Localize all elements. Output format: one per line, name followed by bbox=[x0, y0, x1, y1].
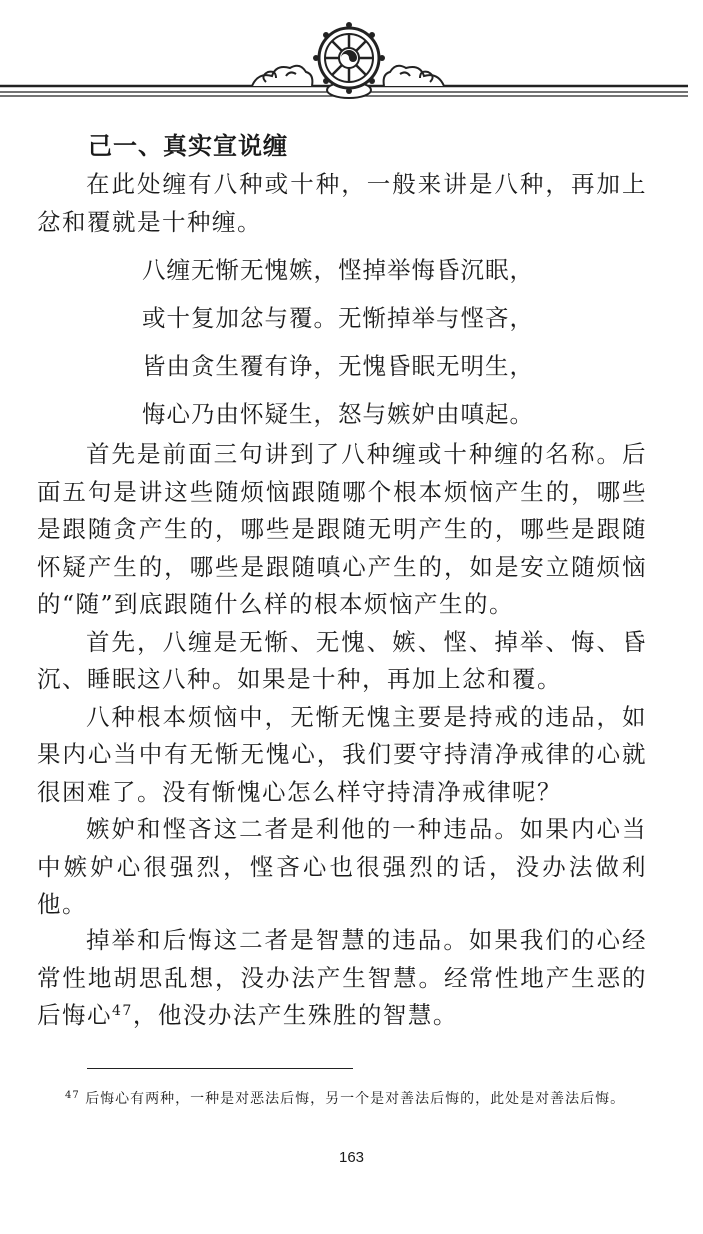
body-paragraphs bbox=[37, 436, 647, 924]
last-paragraph bbox=[37, 922, 647, 1035]
last-paragraph-block bbox=[37, 922, 647, 1035]
cloud-scroll-icon bbox=[252, 66, 312, 86]
verse-line: 或十复加忿与覆。无惭掉举与悭吝， bbox=[142, 304, 534, 332]
intro-paragraph: 在此处缠有八种或十种，一般来讲是八种，再加上忿和覆就是十种缠。 bbox=[37, 170, 647, 236]
verse-line: 八缠无惭无愧嫉，悭掉举悔昏沉眠， bbox=[142, 256, 534, 284]
verse-block bbox=[142, 246, 534, 438]
paragraph: 首先是前面三句讲到了八种缠或十种缠的名称。后面五句是讲这些随烦恼跟随哪个根本烦恼产生的，哪些是跟随贪产生的，哪些是跟随无明产生的，哪些是跟随怀疑产生的，哪些是跟随嗔心产生的，如是安立随烦恼的“随”到底跟随什么样的根本烦恼产生的。 bbox=[37, 440, 647, 618]
footnote-number: 47 bbox=[65, 1090, 80, 1101]
cloud-scroll-icon bbox=[384, 66, 444, 86]
section-heading: 己一、真实宣说缠 bbox=[88, 132, 288, 160]
page-number: 163 bbox=[338, 1149, 365, 1166]
last-paragraph-text-after: ，他没办法产生殊胜的智慧。 bbox=[132, 1001, 458, 1029]
paragraph: 嫉妒和悭吝这二者是利他的一种违品。如果内心当中嫉妒心很强烈，悭吝心也很强烈的话，没办法做利他。 bbox=[37, 815, 647, 918]
footnote-text: 后悔心有两种，一种是对恶法后悔，另一个是对善法后悔的，此处是对善法后悔。 bbox=[85, 1091, 626, 1107]
last-paragraph-text: 掉举和后悔这二者是智慧的违品。如果我们的心经常性地胡思乱想，没办法产生智慧。经常性地产生恶的后悔心 bbox=[37, 926, 647, 1029]
paragraph: 八种根本烦恼中，无惭无愧主要是持戒的违品，如果内心当中有无惭无愧心，我们要守持清净戒律的心就很困难了。没有惭愧心怎么样守持清净戒律呢？ bbox=[37, 702, 647, 806]
footnote bbox=[37, 1083, 641, 1112]
paragraph: 首先，八缠是无惭、无愧、嫉、悭、掉举、悔、昏沉、睡眠这八种。如果是十种，再加上忿和覆。 bbox=[37, 627, 647, 693]
footnote-ref[interactable]: 47 bbox=[112, 1003, 133, 1019]
verse-line: 皆由贪生覆有诤，无愧昏眠无明生， bbox=[142, 352, 534, 380]
header-ornament bbox=[0, 0, 703, 112]
verse-line: 悔心乃由怀疑生，怒与嫉妒由嗔起。 bbox=[142, 400, 534, 428]
intro-block bbox=[37, 166, 647, 241]
footnote-divider bbox=[87, 1068, 353, 1069]
